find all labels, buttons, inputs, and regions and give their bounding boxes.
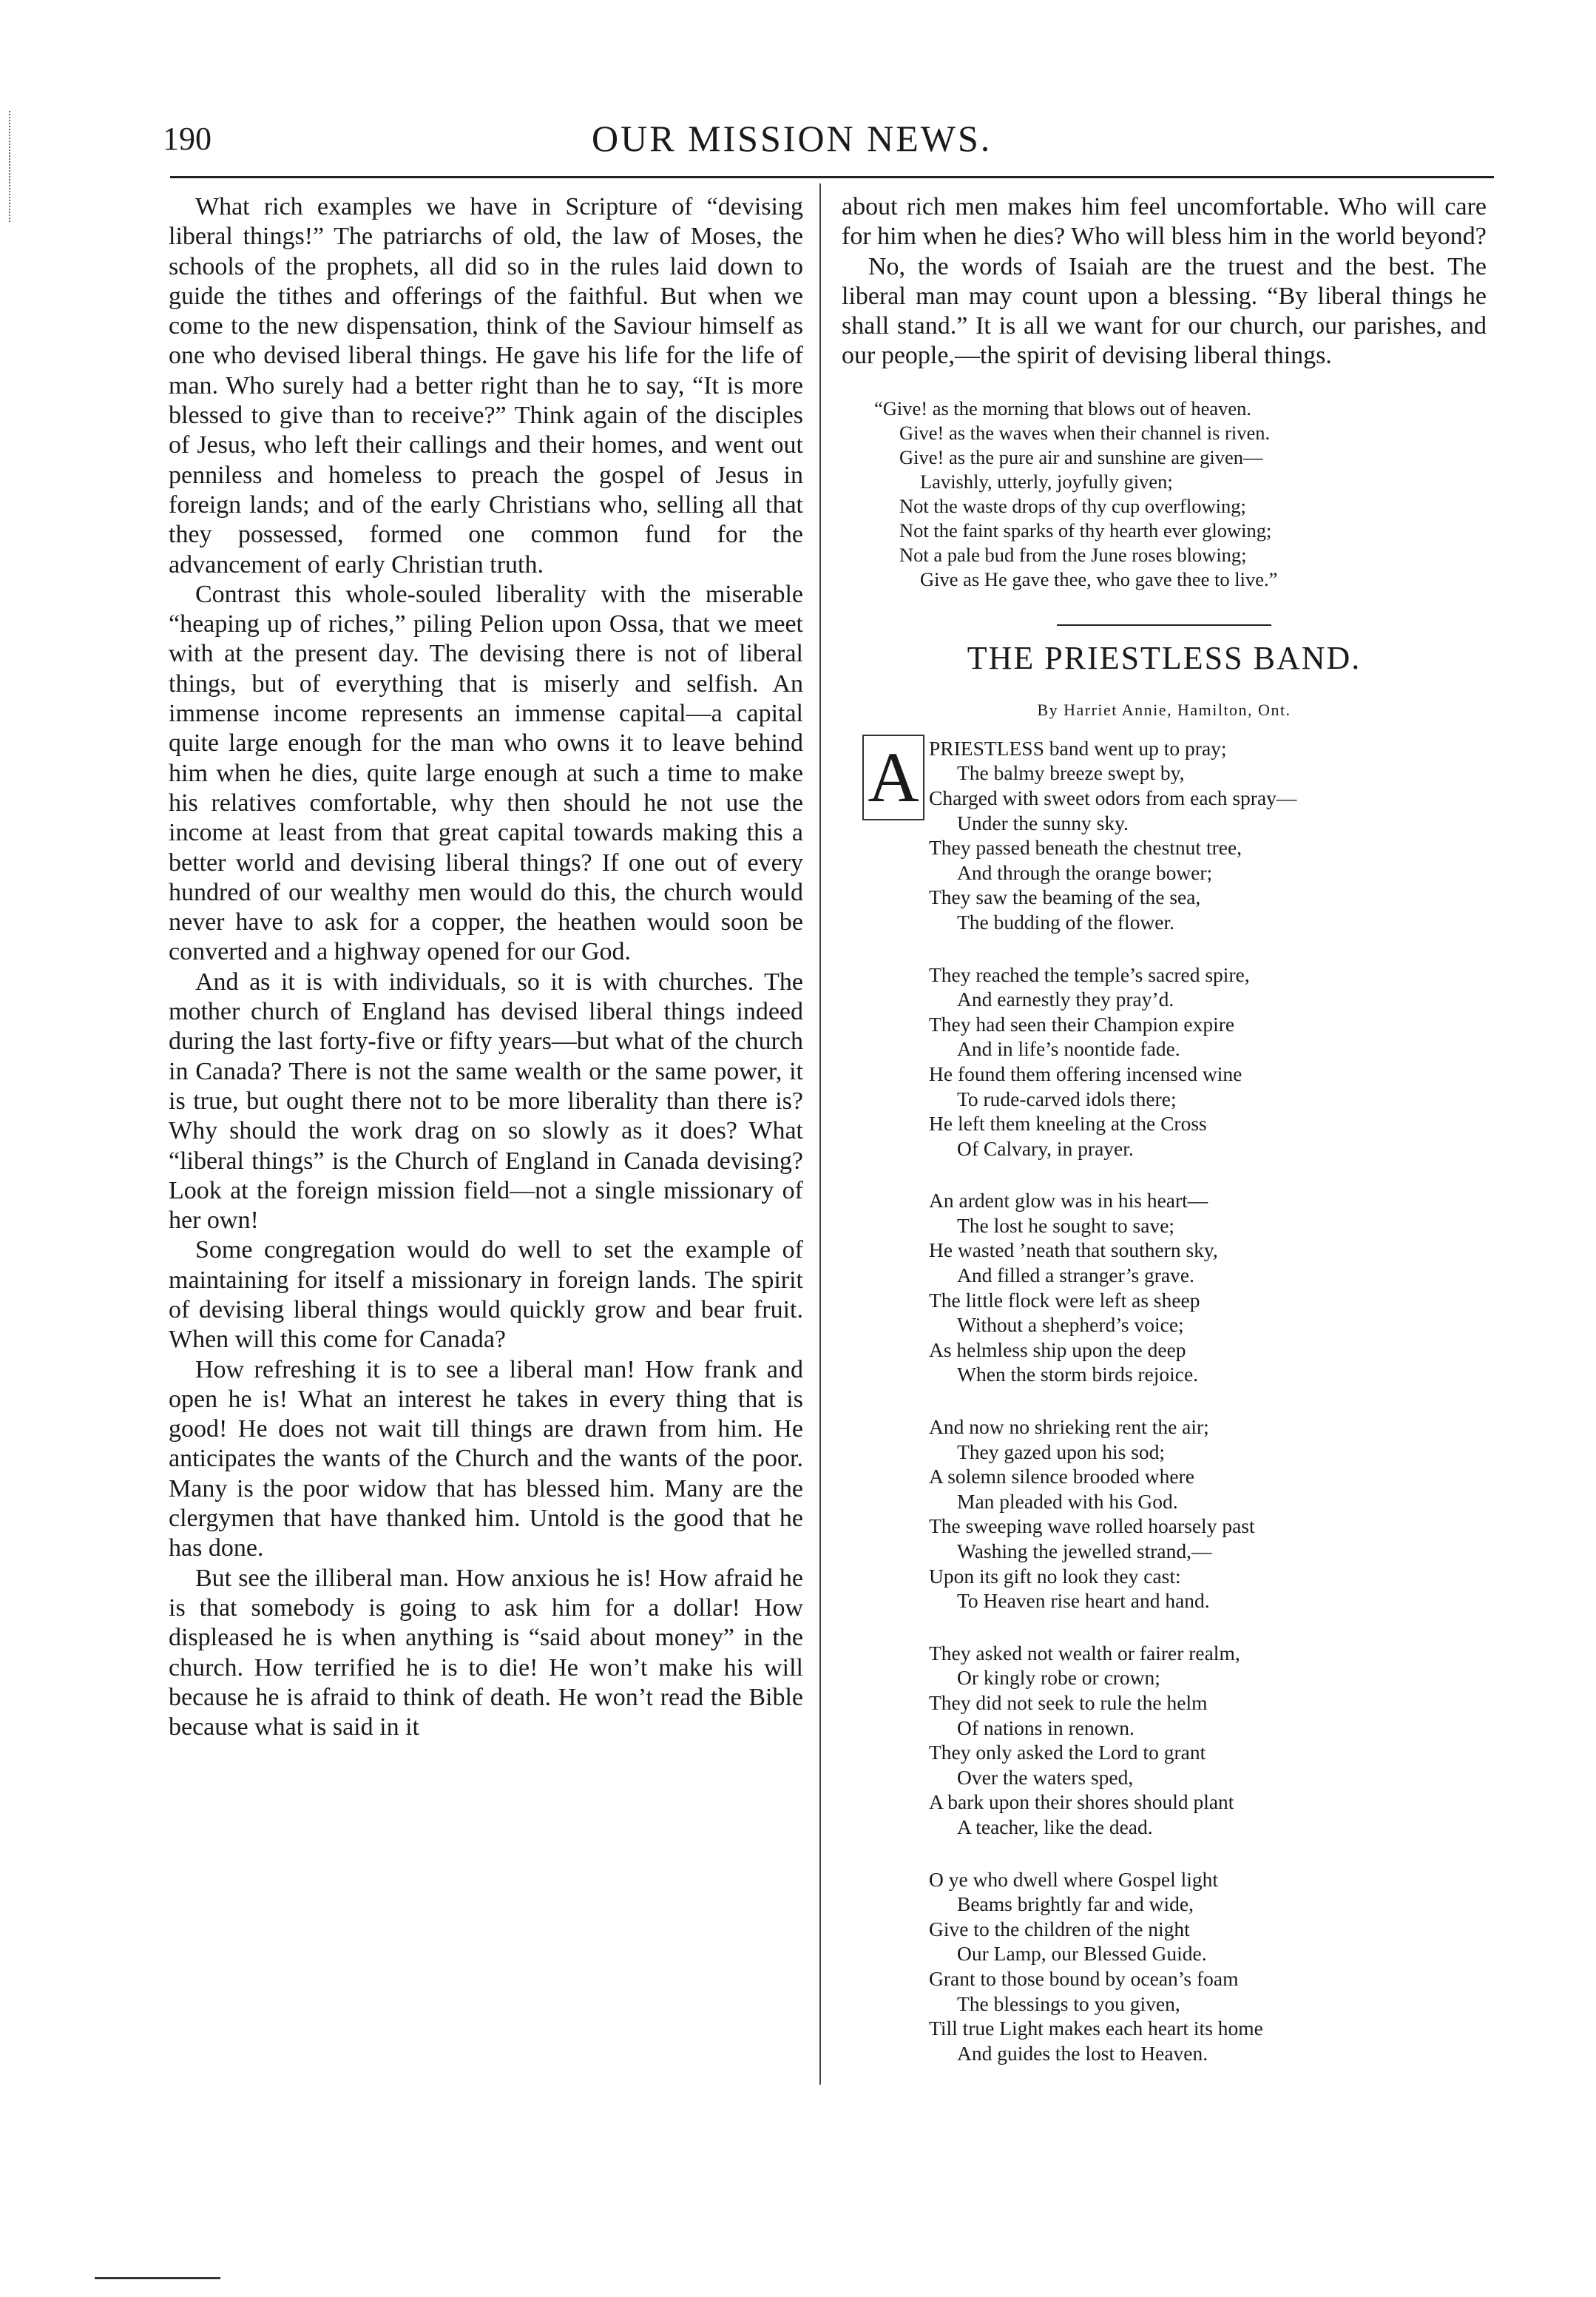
poem-line: They passed beneath the chestnut tree, bbox=[929, 836, 1242, 860]
poem-line: They did not seek to rule the helm bbox=[929, 1690, 1208, 1714]
stanza bbox=[929, 962, 1487, 1161]
poem-line: And filled a stranger’s grave. bbox=[957, 1264, 1194, 1287]
poem-line: When the storm birds rejoice. bbox=[957, 1363, 1199, 1386]
poem-line: Without a shepherd’s voice; bbox=[957, 1313, 1184, 1337]
poem-line: O ye who dwell where Gospel light bbox=[929, 1867, 1219, 1891]
poem-line: Beams brightly far and wide, bbox=[957, 1892, 1194, 1916]
poem-line: Of Calvary, in prayer. bbox=[957, 1136, 1134, 1160]
stanza bbox=[929, 1641, 1487, 1840]
poem-line: Our Lamp, our Blessed Guide. bbox=[957, 1942, 1207, 1966]
epigraph-line: Give! as the pure air and sunshine are given— bbox=[899, 445, 1263, 468]
poem-line: Or kingly robe or crown; bbox=[957, 1666, 1160, 1690]
poem-line: PRIESTLESS band went up to pray; bbox=[929, 736, 1227, 760]
header-rule bbox=[170, 176, 1494, 178]
poem-line: Give to the children of the night bbox=[929, 1917, 1190, 1940]
epigraph-line: Not a pale bud from the June roses blowing; bbox=[899, 543, 1247, 566]
poem-line: Till true Light makes each heart its home bbox=[929, 2017, 1263, 2040]
drop-cap-letter: A bbox=[868, 737, 919, 817]
paragraph: What rich examples we have in Scripture of “devising liberal things!” The patriarchs of old, the law of Moses, the schools of the prophets, all did so in the rules laid down to guide the tithes and offerings of the faithful. But when we come to the new dispensation, think of the Saviour himself as one who devised liberal things. He gave his life for the life of man. Who surely had a better right than he to say, “It is more blessed to give than to receive?” Think again of the disciples of Jesus, who left their callings and their homes, and went out penniless and homeless to preach the gospel of Jesus in foreign lands; and of the early Christians who, selling all that they possessed, formed one common fund for the advancement of early Christian truth. bbox=[169, 193, 803, 579]
poem-line: They had seen their Champion expire bbox=[929, 1012, 1235, 1036]
poem-line: They reached the temple’s sacred spire, bbox=[929, 962, 1250, 986]
poem-line: The blessings to you given, bbox=[957, 1991, 1180, 2015]
poem-line: The balmy breeze swept by, bbox=[957, 761, 1185, 785]
poem-line: To rude-carved idols there; bbox=[957, 1087, 1177, 1110]
poem-line: Under the sunny sky. bbox=[957, 811, 1129, 834]
poem bbox=[868, 736, 1487, 2066]
poem-line: They saw the beaming of the sea, bbox=[929, 886, 1201, 909]
epigraph-line: Not the faint sparks of thy hearth ever glowing; bbox=[899, 519, 1272, 542]
stanza bbox=[929, 1867, 1487, 2066]
paragraph: No, the words of Isaiah are the truest and the best. The liberal man may count upon a blessing. “By liberal things he shall stand.” It is all we want for our church, our parishes, and our people,—the spirit of devising liberal things. bbox=[842, 252, 1487, 370]
poem-line: Over the waters sped, bbox=[957, 1765, 1134, 1789]
epigraph-line: “Give! as the morning that blows out of heaven. bbox=[874, 397, 1251, 419]
poem-line: Man pleaded with his God. bbox=[957, 1489, 1178, 1513]
poem-line: As helmless ship upon the deep bbox=[929, 1338, 1186, 1361]
stanza bbox=[929, 1188, 1487, 1387]
running-title: OUR MISSION NEWS. bbox=[592, 118, 993, 159]
stanza bbox=[929, 736, 1487, 935]
section-rule bbox=[1057, 624, 1271, 626]
paragraph: And as it is with individuals, so it is with churches. The mother church of England has devised liberal things indeed during the last forty-five or fifty years—but what of the church in Canada? There is not the same wealth or the same power, it is true, but ought there not to be more liberality than there is? Why should the work drag on so slowly as it does? What “liberal things” is the Church of England in Canada devising? Look at the foreign mission field—not a single missionary of her own! bbox=[169, 968, 803, 1235]
page-number: 190 bbox=[163, 121, 212, 157]
stanza bbox=[929, 1414, 1487, 1613]
poem-line: And guides the lost to Heaven. bbox=[957, 2041, 1208, 2065]
poem-line: The little flock were left as sheep bbox=[929, 1288, 1200, 1312]
poem-line: Of nations in renown. bbox=[957, 1716, 1135, 1739]
poem-line: Washing the jewelled strand,— bbox=[957, 1539, 1212, 1562]
paragraph: But see the illiberal man. How anxious he is! How afraid he is that somebody is going to ask him for a dollar! How displeased he is when anything is “said about money” in the church. How terrified he is to die! He won’t make his will because he is afraid to think of death. He won’t read the Bible because what is said in it bbox=[169, 1564, 803, 1741]
byline: By Harriet Annie, Hamilton, Ont. bbox=[1037, 700, 1291, 719]
poem-line: A solemn silence brooded where bbox=[929, 1465, 1194, 1488]
poem-line: Grant to those bound by ocean’s foam bbox=[929, 1966, 1239, 1990]
poem-line: And in life’s noontide fade. bbox=[957, 1037, 1180, 1061]
poem-line: The sweeping wave rolled hoarsely past bbox=[929, 1514, 1255, 1538]
poem-line: They only asked the Lord to grant bbox=[929, 1741, 1206, 1764]
epigraph-line: Not the waste drops of thy cup overflowing; bbox=[899, 494, 1246, 517]
footer-rule bbox=[95, 2277, 220, 2279]
poem-line: The lost he sought to save; bbox=[957, 1213, 1175, 1237]
poem-line: And through the orange bower; bbox=[957, 860, 1213, 884]
continued-paragraph: about rich men makes him feel uncomfortable. Who will care for him when he dies? Who will bless him in the world beyond? bbox=[842, 193, 1487, 251]
poem-line: To Heaven rise heart and hand. bbox=[957, 1589, 1210, 1613]
epigraph-line: Give! as the waves when their channel is riven. bbox=[899, 421, 1271, 444]
poem-line: He left them kneeling at the Cross bbox=[929, 1112, 1207, 1136]
poem-title: THE PRIESTLESS BAND. bbox=[967, 639, 1362, 676]
poem-line: An ardent glow was in his heart— bbox=[929, 1189, 1208, 1212]
epigraph-poem bbox=[874, 397, 1487, 592]
page-header bbox=[0, 117, 1596, 169]
paragraph: Contrast this whole-souled liberality with the miserable “heaping up of riches,” piling Pelion upon Ossa, that we meet with at the present day. The devising there is not of liberal things, but of everything that is miserly and selfish. An immense income represents an immense capital—a capital quite large enough for the man who owns it to leave behind him when he dies, quite large enough at such a time to make his relatives comfortable, why then should he not use the income at least from that great capital towards making this a better world and devising liberal things? If one out of every hundred of our wealthy men would do this, the church would never have to ask for a copper, the heathen would soon be converted and a highway opened for our God. bbox=[169, 580, 803, 966]
epigraph-line: Give as He gave thee, who gave thee to live.” bbox=[920, 567, 1278, 590]
column-divider bbox=[819, 183, 821, 2085]
poem-line: He found them offering incensed wine bbox=[929, 1062, 1242, 1085]
poem-line: A teacher, like the dead. bbox=[957, 1815, 1153, 1838]
epigraph-line: Lavishly, utterly, joyfully given; bbox=[920, 470, 1173, 493]
poem-line: The budding of the flower. bbox=[957, 910, 1175, 934]
poem-line: He wasted ’neath that southern sky, bbox=[929, 1238, 1218, 1262]
poem-line: And earnestly they pray’d. bbox=[957, 988, 1174, 1011]
paragraph: How refreshing it is to see a liberal man! How frank and open he is! What an interest he takes in every thing that is good! He does not wait till things are drawn from him. He anticipates the wants of the Church and the wants of the poor. Many is the poor widow that has blessed him. Many are the clergymen that have thanked him. Untold is the good that he has done. bbox=[169, 1355, 803, 1562]
poem-line: They gazed upon his sod; bbox=[957, 1440, 1166, 1463]
poem-line: Upon its gift no look they cast: bbox=[929, 1564, 1181, 1588]
poem-line: They asked not wealth or fairer realm, bbox=[929, 1641, 1240, 1664]
drop-cap-ornament bbox=[862, 735, 924, 820]
right-column bbox=[842, 192, 1487, 2093]
poem-line: Charged with sweet odors from each spray— bbox=[929, 786, 1297, 809]
poem-line: And now no shrieking rent the air; bbox=[929, 1415, 1209, 1439]
left-column bbox=[169, 192, 803, 1742]
poem-line: A bark upon their shores should plant bbox=[929, 1790, 1234, 1814]
paragraph: Some congregation would do well to set the example of maintaining for itself a missionary in foreign lands. The spirit of devising liberal things would quickly grow and bear fruit. When will this come for Canada? bbox=[169, 1236, 803, 1354]
